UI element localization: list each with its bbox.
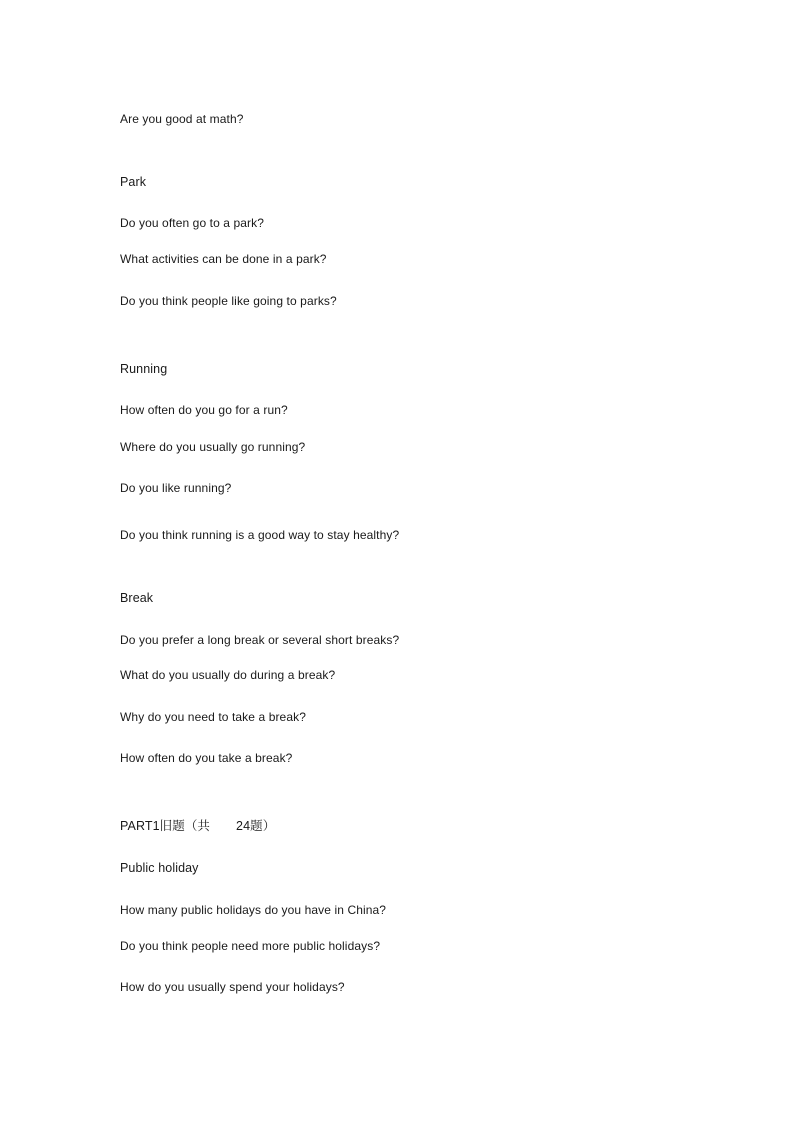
section-heading-public-holiday: Public holiday <box>120 861 199 875</box>
part-header-suffix: 24题） <box>236 819 276 833</box>
question-running-2: Where do you usually go running? <box>120 440 306 454</box>
question-park-2: What activities can be done in a park? <box>120 252 327 266</box>
question-holiday-3: How do you usually spend your holidays? <box>120 980 345 994</box>
question-break-1: Do you prefer a long break or several short breaks? <box>120 633 400 647</box>
question-math: Are you good at math? <box>120 112 244 126</box>
question-holiday-1: How many public holidays do you have in China? <box>120 903 387 917</box>
question-break-4: How often do you take a break? <box>120 751 293 765</box>
part-header <box>120 819 275 833</box>
question-park-3: Do you think people like going to parks? <box>120 294 337 308</box>
question-holiday-2: Do you think people need more public holidays? <box>120 939 381 953</box>
question-park-1: Do you often go to a park? <box>120 216 265 230</box>
question-break-3: Why do you need to take a break? <box>120 710 306 724</box>
section-heading-running: Running <box>120 362 168 376</box>
question-running-3: Do you like running? <box>120 481 232 495</box>
question-break-2: What do you usually do during a break? <box>120 668 336 682</box>
question-running-4: Do you think running is a good way to stay healthy? <box>120 528 400 542</box>
question-running-1: How often do you go for a run? <box>120 403 288 417</box>
section-heading-break: Break <box>120 591 154 605</box>
part-header-prefix: PART1旧题（共 <box>120 819 211 833</box>
section-heading-park: Park <box>120 175 147 189</box>
